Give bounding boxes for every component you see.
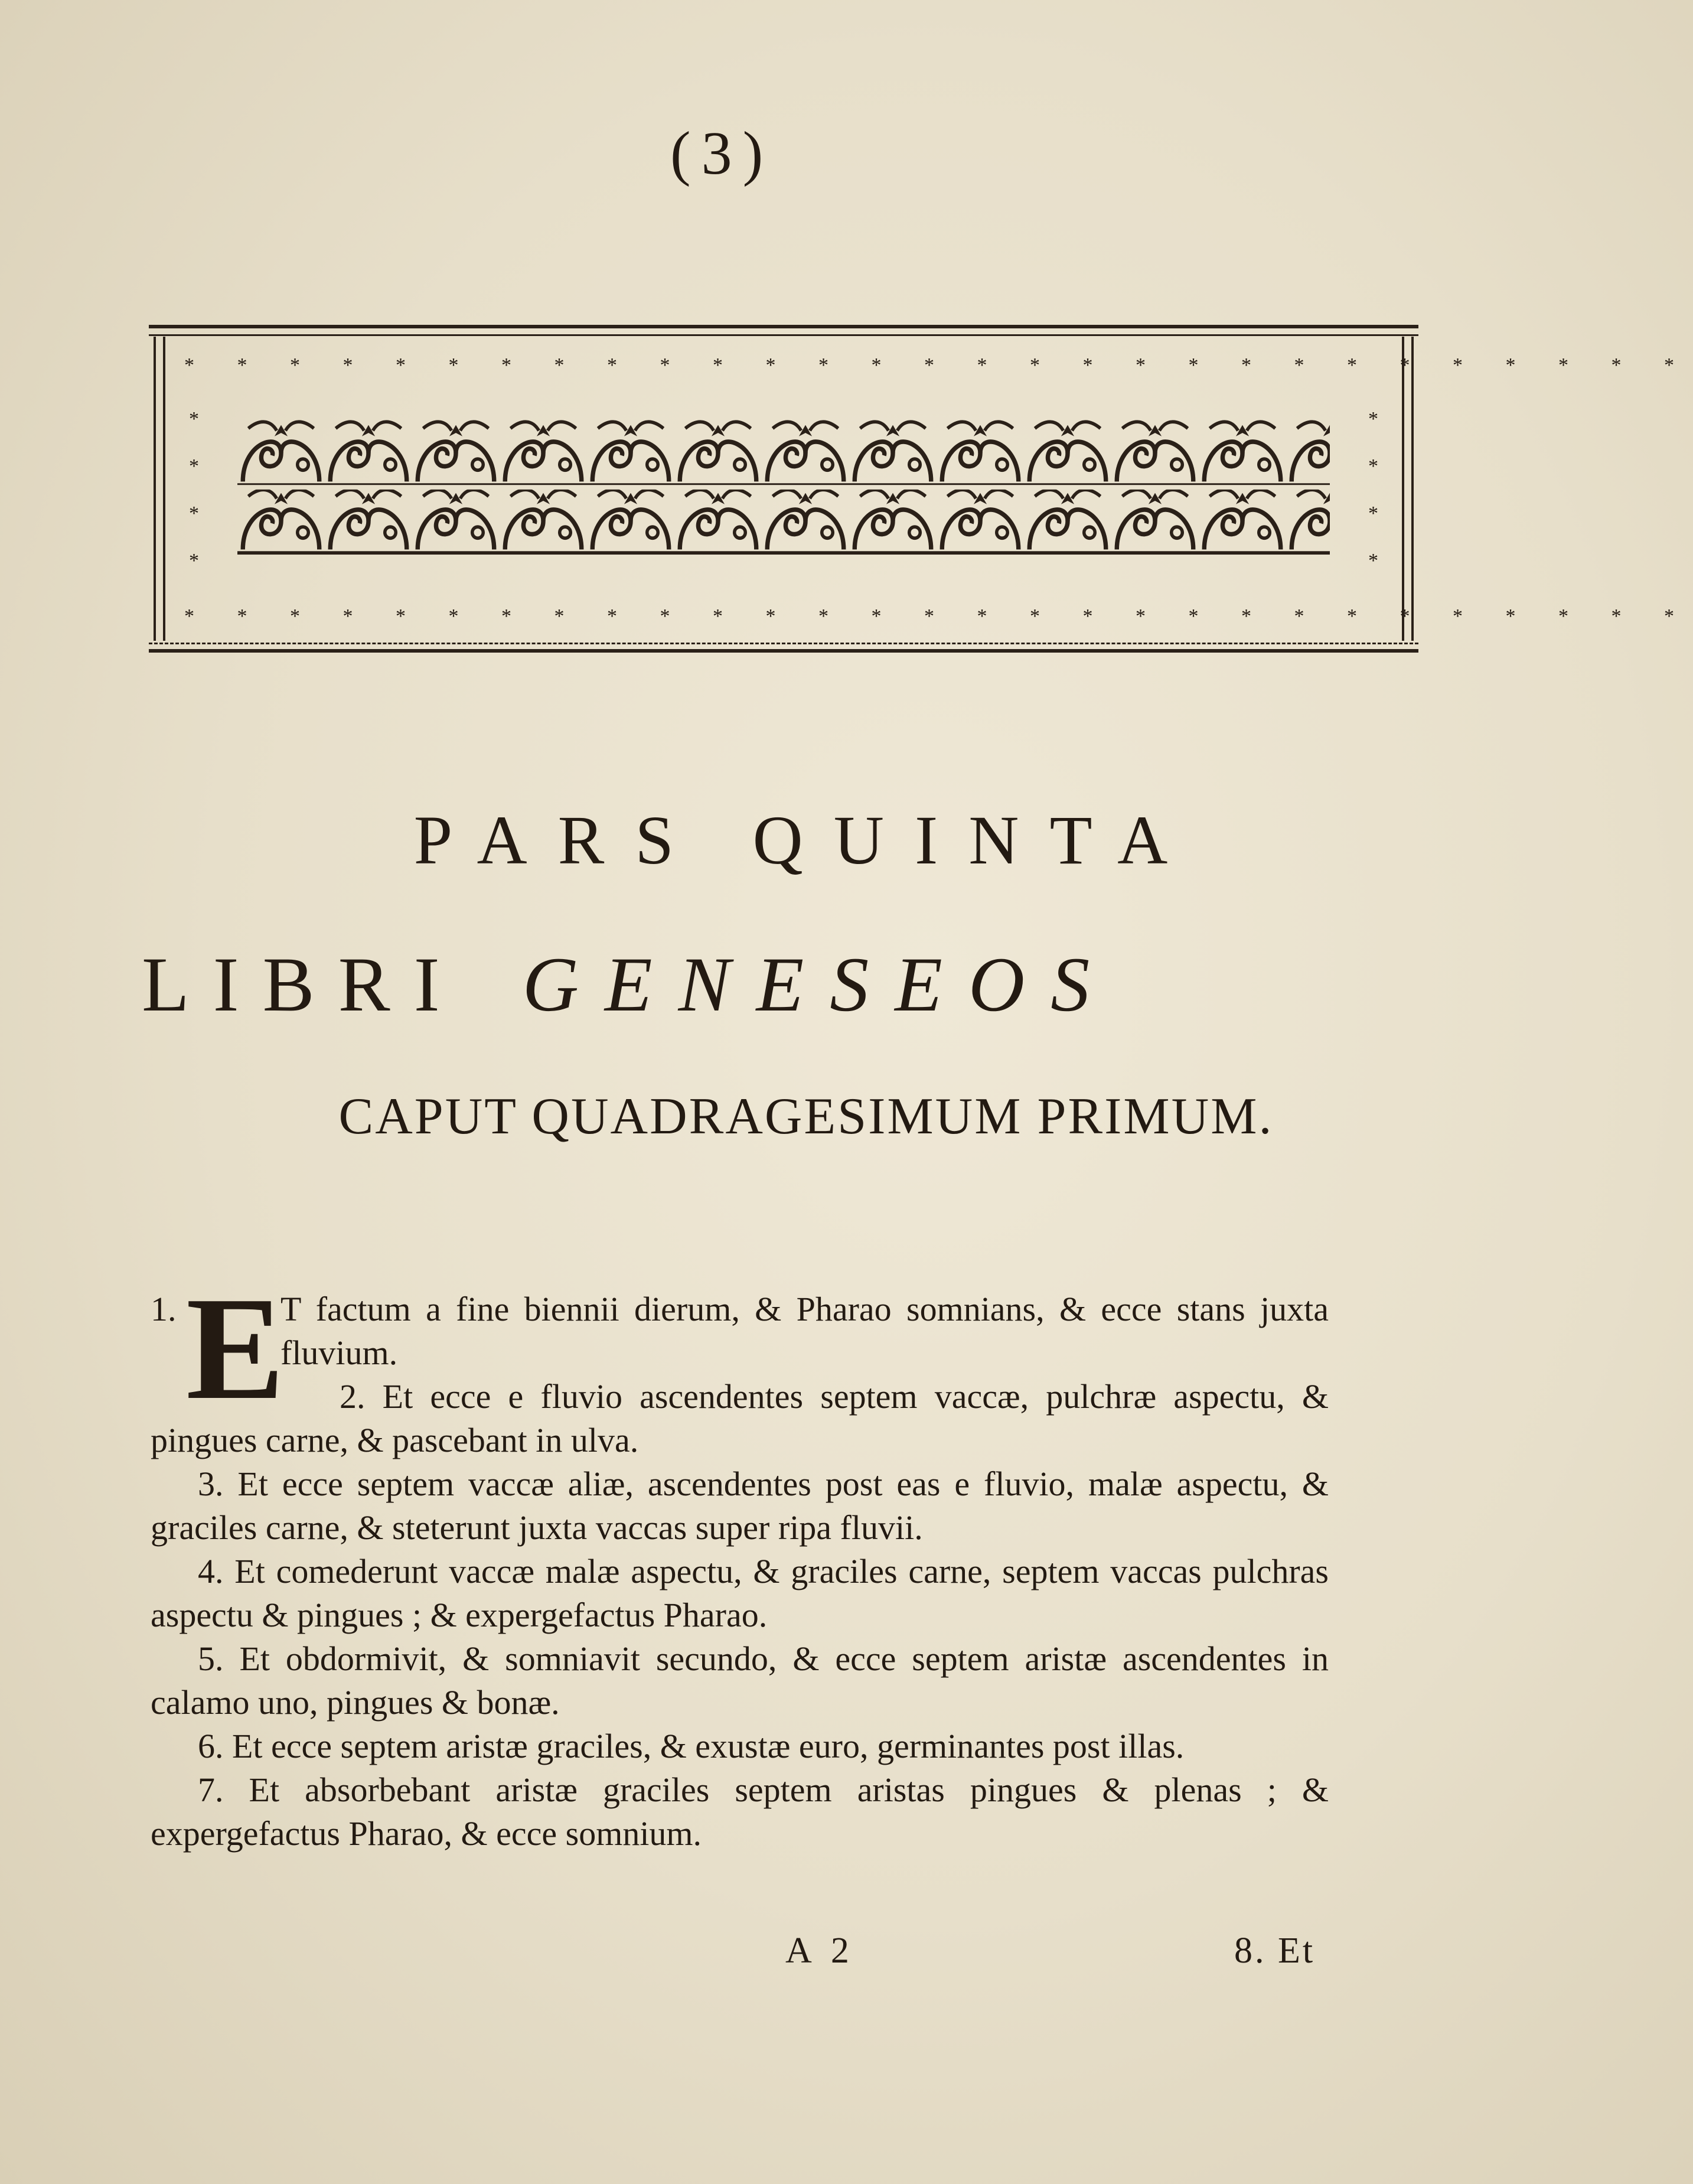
ornament-star-column-right: * * * * [1368,408,1378,572]
verse-text: Et ecce septem aristæ graciles, & exustæ euro, germinantes post illas. [232,1727,1185,1765]
verse-number: 5. [198,1639,224,1678]
decorative-headpiece [149,325,1693,653]
ornament-star-row-top: * * * * * * * * * * * * * * * * * * * * * * * * * * * * * [184,354,1693,376]
drop-capital: E [186,1267,285,1430]
verse-3 [151,1462,1329,1550]
ornament-rule-bottom [149,643,1418,653]
verse-2 [151,1375,1329,1462]
verse-text: Et absorbebant aristæ graciles septem aristas pingues & plenas ; & expergefactus Pharao, & ecce somnium. [151,1771,1329,1853]
verse-text: T factum a fine biennii dierum, & Pharao somnians, & ecce stans juxta fluvium. [280,1290,1329,1372]
verse-5 [151,1637,1329,1725]
verse-4 [151,1550,1329,1637]
ornament-border-right [1402,337,1414,641]
verse-number: 6. [198,1727,224,1765]
ornament-rule-top [149,325,1418,336]
body-text [151,1267,1329,1856]
scroll-pattern-icon [237,419,1330,555]
page-number: (3) [670,119,774,187]
verse-text: Et comederunt vaccæ malæ aspectu, & graciles carne, septem vaccas pulchras aspectu & pingues ; & expergefactus Pharao. [151,1552,1329,1634]
ornament-star-column-left: * * * * [189,408,199,572]
heading-pars-quinta: PARS QUINTA [413,801,1199,879]
heading-geneseos: GENESEOS [522,941,1116,1028]
ornament-border-left [154,337,165,641]
ornament-scroll-band [237,419,1330,555]
verse-number: 4. [198,1552,224,1590]
heading-libri-geneseos [142,939,1346,1029]
catchword: 8. Et [1234,1931,1316,1971]
heading-libri: LIBRI [142,941,464,1028]
verse-text: Et ecce e fluvio ascendentes septem vaccæ, pulchræ aspectu, & pingues carne, & pascebant in ulva. [151,1377,1329,1459]
verse-text: Et obdormivit, & somniavit secundo, & ecce septem aristæ ascendentes in calamo uno, pingues & bonæ. [151,1639,1329,1722]
chapter-title: CAPUT QUADRAGESIMUM PRIMUM. [338,1088,1274,1145]
verse-number: 7. [198,1771,224,1809]
verse-number: 2. [340,1377,366,1416]
signature-mark: A 2 [785,1931,855,1971]
verse-number: 3. [198,1465,224,1503]
ornament-star-row-bottom: * * * * * * * * * * * * * * * * * * * * * * * * * * * * * [184,605,1693,627]
verse-text: Et ecce septem vaccæ aliæ, ascendentes post eas e fluvio, malæ aspectu, & graciles carne, & steterunt juxta vaccas super ripa fluvii. [151,1465,1329,1547]
verse-number: 1. [151,1290,177,1328]
verse-6 [151,1725,1329,1768]
verse-7 [151,1768,1329,1856]
